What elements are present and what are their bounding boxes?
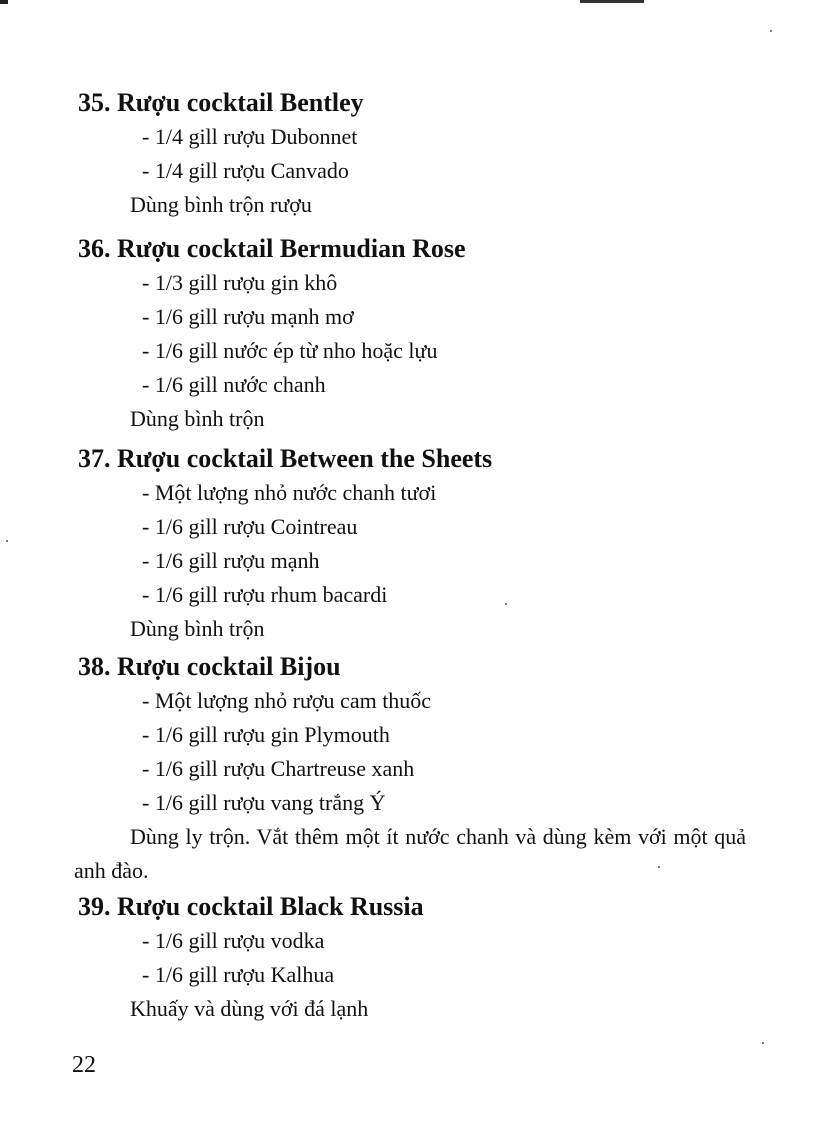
ingredient-line: - 1/3 gill rượu gin khô [142, 270, 338, 295]
recipe-instruction: Khuấy và dùng với đá lạnh [130, 996, 369, 1021]
scan-speck [762, 1042, 764, 1044]
recipe-title: 38. Rượu cocktail Bijou [78, 652, 341, 681]
scan-speck [6, 540, 8, 542]
recipe-section-35 [78, 86, 778, 222]
ingredient-line: - Một lượng nhỏ nước chanh tươi [142, 480, 437, 505]
ingredient-line: - 1/6 gill rượu vodka [142, 928, 325, 953]
ingredient-line: - 1/6 gill rượu vang trắng Ý [142, 790, 386, 815]
recipe-title: 39. Rượu cocktail Black Russia [78, 892, 424, 921]
ingredient-line: - 1/6 gill nước ép từ nho hoặc lựu [142, 338, 438, 363]
recipe-instruction: Dùng bình trộn rượu [130, 192, 312, 217]
ingredient-line: - 1/6 gill rượu rhum bacardi [142, 582, 388, 607]
ingredient-line: - 1/6 gill rượu Cointreau [142, 514, 358, 539]
page-number: 22 [72, 1052, 96, 1078]
recipe-section-37 [78, 442, 778, 646]
ingredient-line: - 1/4 gill rượu Canvado [142, 158, 349, 183]
ingredient-line: - 1/4 gill rượu Dubonnet [142, 124, 358, 149]
recipe-title: 36. Rượu cocktail Bermudian Rose [78, 234, 466, 263]
recipe-section-36 [78, 232, 778, 436]
scan-speck [658, 866, 660, 868]
scan-speck [505, 603, 507, 605]
recipe-instruction: Dùng bình trộn [130, 406, 265, 431]
recipe-section-38 [74, 650, 778, 888]
recipe-instruction: Dùng ly trộn. Vắt thêm một ít nước chanh và dùng kèm với một quả anh đào. [74, 824, 746, 883]
recipe-title: 37. Rượu cocktail Between the Sheets [78, 444, 493, 473]
scan-top-rule [580, 0, 644, 3]
ingredient-line: - 1/6 gill rượu Kalhua [142, 962, 335, 987]
ingredient-line: - 1/6 gill rượu gin Plymouth [142, 722, 390, 747]
recipe-instruction: Dùng bình trộn [130, 616, 265, 641]
recipe-section-39 [78, 890, 778, 1026]
ingredient-line: - 1/6 gill rượu mạnh [142, 548, 320, 573]
ingredient-line: - 1/6 gill rượu mạnh mơ [142, 304, 354, 329]
scan-corner-mark [0, 0, 8, 4]
recipe-title: 35. Rượu cocktail Bentley [78, 88, 364, 117]
ingredient-line: - Một lượng nhỏ rượu cam thuốc [142, 688, 432, 713]
scan-speck [770, 30, 772, 32]
ingredient-line: - 1/6 gill nước chanh [142, 372, 326, 397]
ingredient-line: - 1/6 gill rượu Chartreuse xanh [142, 756, 415, 781]
